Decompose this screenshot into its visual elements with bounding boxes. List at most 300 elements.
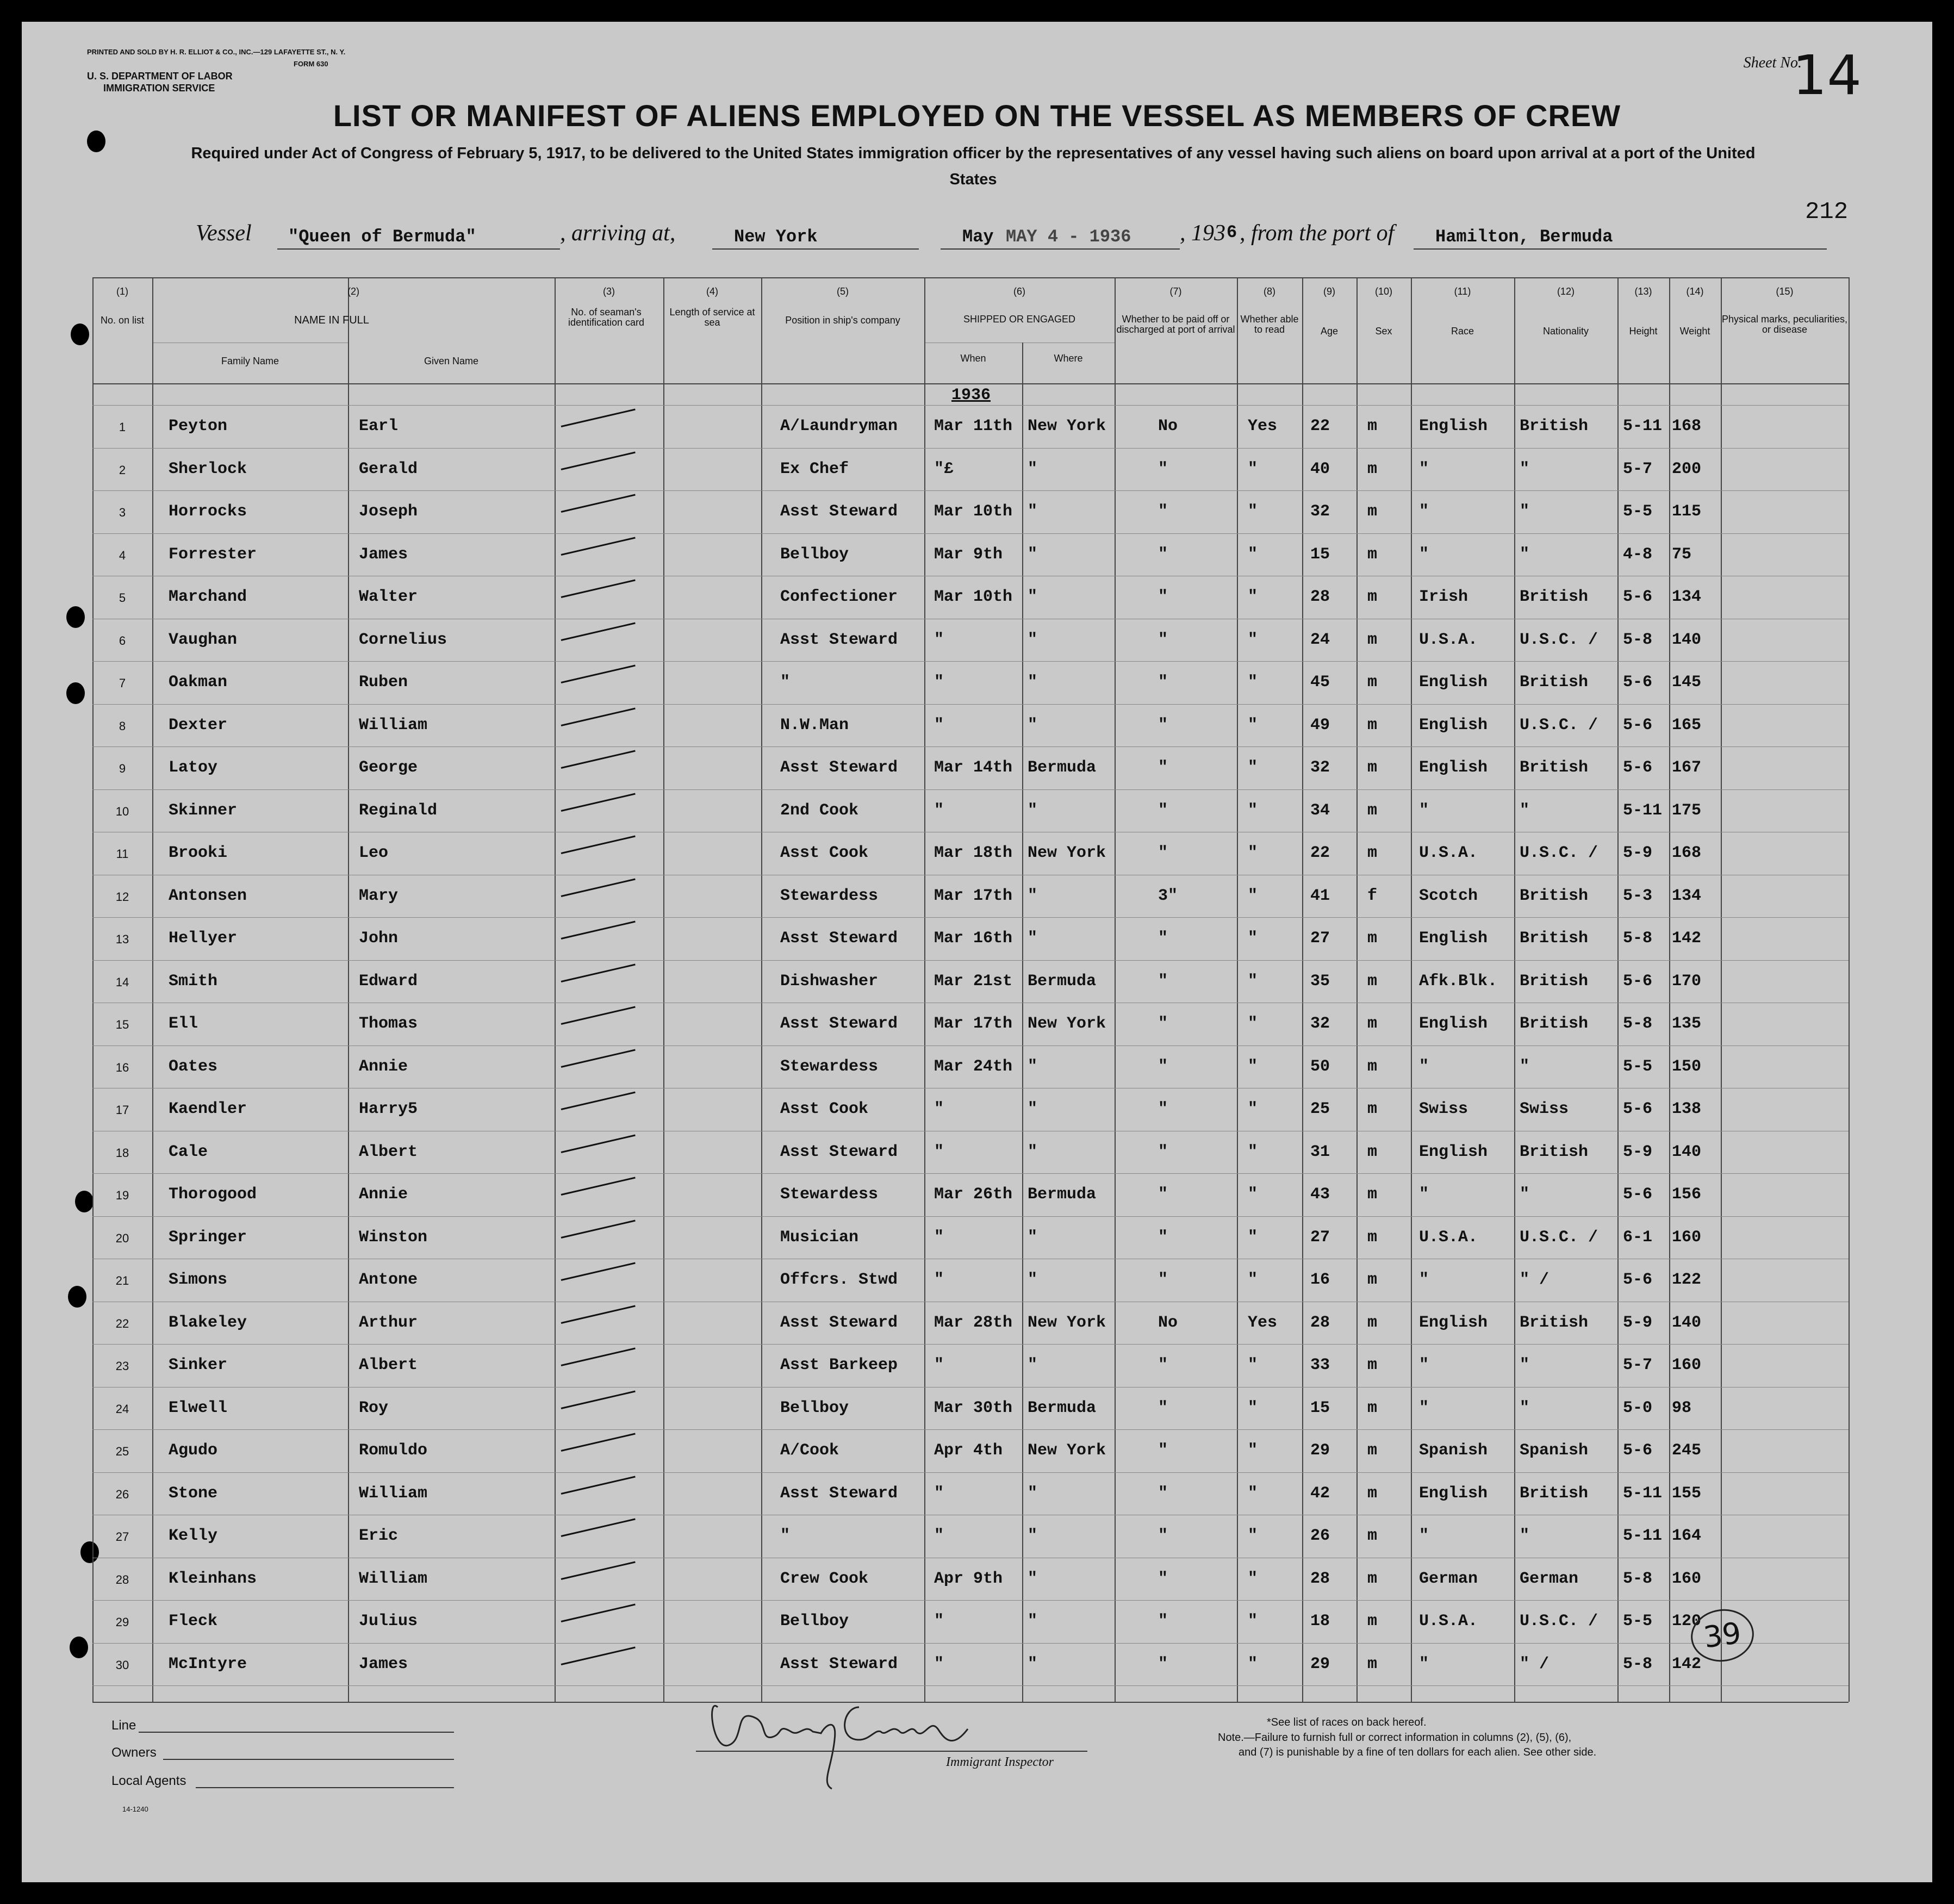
table-column-rule [1617,277,1619,1702]
nationality-cell: " [1520,1398,1530,1417]
paid-off-cell: " [1158,1356,1168,1374]
id-card-check-mark [561,665,636,683]
paid-off-cell: " [1158,1527,1168,1545]
id-card-check-mark [561,1262,636,1281]
family-name-cell: Dexter [169,715,228,735]
weight-cell: 200 [1672,459,1702,478]
position-cell: Asst Steward [780,1484,898,1503]
row-number: 26 [115,1487,129,1501]
weight-cell: 150 [1672,1057,1702,1076]
family-name-cell: Forrester [169,545,257,564]
vessel-label: Vessel [196,221,252,246]
id-card-check-mark [561,1476,636,1494]
date-stamp: MAY 4 - 1936 [1006,227,1131,247]
family-name-cell: Vaughan [169,630,238,649]
row-number: 9 [119,762,126,775]
weight-cell: 142 [1672,1654,1702,1673]
family-name-cell: Blakeley [169,1313,247,1332]
weight-cell: 167 [1672,758,1702,777]
position-cell: Asst Cook [780,1100,869,1118]
row-number: 13 [115,932,129,946]
given-name-cell: Julius [359,1612,418,1631]
nationality-cell: " [1520,1527,1530,1545]
id-card-check-mark [561,750,636,769]
given-name-cell: Romuldo [359,1441,428,1460]
weight-cell: 115 [1672,502,1702,521]
given-name-cell: Roy [359,1398,389,1417]
row-number: 15 [115,1018,129,1031]
height-cell: 5-6 [1623,1100,1653,1118]
row-number: 23 [115,1359,129,1373]
engaged-where-cell: " [1028,588,1038,606]
id-card-check-mark [561,793,636,811]
sex-cell: m [1367,502,1378,521]
age-cell: 25 [1310,1100,1330,1118]
arriving-port: New York [734,227,818,247]
race-cell: " [1419,1356,1429,1374]
engaged-where-cell: Bermuda [1028,758,1097,777]
height-cell: 5-8 [1623,929,1653,948]
binder-hole [75,1191,94,1212]
column-number: (15) [1776,286,1794,297]
nationality-cell: British [1520,1015,1589,1033]
engaged-when-cell: Mar 28th [934,1313,1013,1332]
engaged-where-cell: " [1028,1356,1038,1374]
row-number: 18 [115,1146,129,1160]
column-number: (9) [1323,286,1335,297]
header-no-on-list: No. on list [100,315,145,326]
able-to-read-cell: " [1248,1100,1258,1118]
weight-cell: 168 [1672,844,1702,862]
age-cell: 22 [1310,844,1330,862]
engaged-where-cell: New York [1028,1015,1106,1033]
height-cell: 5-5 [1623,502,1653,521]
height-cell: 5-9 [1623,844,1653,862]
column-number: (1) [116,286,128,297]
weight-cell: 122 [1672,1271,1702,1289]
header-where: Where [1054,353,1083,364]
paid-off-cell: " [1158,1398,1168,1417]
id-card-check-mark [561,963,636,982]
position-cell: N.W.Man [780,715,849,735]
able-to-read-cell: " [1248,1271,1258,1289]
position-cell: Dishwasher [780,972,879,991]
position-cell: A/Laundryman [780,417,898,435]
column-number: (13) [1634,286,1652,297]
engaged-where-cell: Bermuda [1028,1398,1097,1417]
engaged-when-cell: " [934,1228,944,1247]
table-column-rule [1721,277,1722,1702]
id-card-check-mark [561,1305,636,1323]
height-cell: 5-6 [1623,972,1653,991]
able-to-read-cell: " [1248,1441,1258,1460]
able-to-read-cell: " [1248,630,1258,649]
weight-cell: 164 [1672,1527,1702,1545]
height-cell: 5-5 [1623,1057,1653,1076]
weight-cell: 165 [1672,715,1702,735]
able-to-read-cell: " [1248,459,1258,478]
row-rule [92,448,1849,449]
nationality-cell: British [1520,588,1589,606]
id-card-check-mark [561,1348,636,1366]
given-name-cell: Thomas [359,1015,418,1033]
family-name-cell: Simons [169,1271,228,1289]
row-number: 16 [115,1060,129,1074]
sex-cell: m [1367,929,1378,948]
header-id-card: No. of seaman's identification card [568,307,645,328]
engaged-where-cell: " [1028,459,1038,478]
paid-off-cell: " [1158,1484,1168,1503]
height-cell: 5-11 [1623,801,1663,820]
given-name-cell: Cornelius [359,630,447,649]
id-card-check-mark [561,1561,636,1579]
engaged-where-cell: New York [1028,417,1106,435]
able-to-read-cell: " [1248,1654,1258,1673]
height-cell: 5-6 [1623,673,1653,692]
table-column-rule [348,277,349,1702]
id-card-check-mark [561,1646,636,1665]
engaged-when-cell: Mar 14th [934,758,1013,777]
year-label: , 193 [1180,221,1225,246]
nationality-cell: U.S.C. / [1520,1612,1598,1631]
sex-cell: m [1367,630,1378,649]
row-rule [92,1173,1849,1174]
position-cell: 2nd Cook [780,801,859,820]
sheet-number-label: Sheet No. [1743,54,1802,71]
engaged-when-cell: Mar 21st [934,972,1013,991]
engaged-where-cell: " [1028,801,1038,820]
paid-off-cell: No [1158,417,1178,435]
row-number: 20 [115,1231,129,1245]
row-number: 19 [115,1189,129,1202]
row-number: 27 [115,1530,129,1544]
family-name-cell: Kelly [169,1527,218,1545]
manifest-sheet [22,22,1932,1882]
able-to-read-cell: " [1248,1228,1258,1247]
given-name-cell: Eric [359,1527,399,1545]
header-shipped-or-engaged: SHIPPED OR ENGAGED [963,314,1076,325]
row-rule [92,1643,1849,1644]
row-number: 3 [119,506,126,519]
inspector-signature [696,1685,1000,1794]
binder-hole [70,1637,88,1658]
height-cell: 5-6 [1623,1441,1653,1460]
position-cell: Stewardess [780,1185,879,1204]
family-name-cell: Kaendler [169,1100,247,1118]
height-cell: 5-8 [1623,1569,1653,1588]
family-name-cell: Agudo [169,1441,218,1460]
age-cell: 31 [1310,1142,1330,1161]
row-number: 7 [119,676,126,690]
engaged-when-cell: " [934,1654,944,1673]
sex-cell: m [1367,417,1378,435]
engaged-where-cell: " [1028,502,1038,521]
able-to-read-cell: " [1248,715,1258,735]
given-name-cell: William [359,1484,428,1503]
id-card-check-mark [561,1519,636,1537]
inspector-label: Immigrant Inspector [946,1755,1054,1769]
paid-off-cell: " [1158,1612,1168,1631]
table-column-rule [1302,277,1303,1702]
height-cell: 5-5 [1623,1612,1653,1631]
able-to-read-cell: " [1248,1057,1258,1076]
able-to-read-cell: " [1248,844,1258,862]
age-cell: 28 [1310,588,1330,606]
height-cell: 5-3 [1623,886,1653,905]
paid-off-cell: " [1158,715,1168,735]
id-card-check-mark [561,537,636,555]
engaged-where-cell: " [1028,1612,1038,1631]
nationality-cell: British [1520,972,1589,991]
paid-off-cell: " [1158,1441,1168,1460]
height-cell: 5-8 [1623,630,1653,649]
able-to-read-cell: " [1248,1142,1258,1161]
column-number: (7) [1169,286,1182,297]
engaged-where-cell: " [1028,1057,1038,1076]
position-cell: Asst Steward [780,1015,898,1033]
height-cell: 5-6 [1623,1271,1653,1289]
engaged-where-cell: " [1028,1527,1038,1545]
age-cell: 24 [1310,630,1330,649]
binder-hole [66,606,85,628]
paid-off-cell: 3" [1158,886,1178,905]
race-cell: English [1419,929,1488,948]
able-to-read-cell: " [1248,502,1258,521]
nationality-cell: " [1520,545,1530,564]
engaged-when-cell: Mar 24th [934,1057,1013,1076]
position-cell: Asst Steward [780,758,898,777]
engaged-when-cell: Mar 17th [934,886,1013,905]
engaged-when-cell: Mar 26th [934,1185,1013,1204]
weight-cell: 120 [1672,1612,1702,1631]
able-to-read-cell: " [1248,1484,1258,1503]
paid-off-cell: " [1158,1142,1168,1161]
age-cell: 49 [1310,715,1330,735]
paid-off-cell: " [1158,459,1168,478]
paid-off-cell: No [1158,1313,1178,1332]
able-to-read-cell: " [1248,972,1258,991]
family-name-cell: Hellyer [169,929,238,948]
weight-cell: 168 [1672,417,1702,435]
row-rule [92,917,1849,918]
header-race: Race [1451,326,1474,337]
sex-cell: m [1367,588,1378,606]
engaged-when-cell: Mar 17th [934,1015,1013,1033]
nationality-cell: " [1520,459,1530,478]
departure-port: Hamilton, Bermuda [1435,227,1613,247]
given-name-cell: John [359,929,399,948]
id-card-check-mark [561,921,636,939]
height-cell: 5-8 [1623,1015,1653,1033]
position-cell: Bellboy [780,1398,849,1417]
nationality-cell: British [1520,417,1589,435]
sex-cell: m [1367,1356,1378,1374]
local-agents-label: Local Agents [111,1774,186,1788]
age-cell: 27 [1310,929,1330,948]
engaged-when-cell: Mar 18th [934,844,1013,862]
age-cell: 29 [1310,1654,1330,1673]
race-cell: Spanish [1419,1441,1488,1460]
vessel-line [169,220,1897,253]
row-rule [92,661,1849,662]
sex-cell: m [1367,1015,1378,1033]
family-name-cell: Springer [169,1228,247,1247]
sex-cell: m [1367,459,1378,478]
header-nationality: Nationality [1542,326,1589,337]
able-to-read-cell: " [1248,1527,1258,1545]
race-cell: " [1419,801,1429,820]
height-cell: 5-6 [1623,588,1653,606]
row-rule [92,405,1849,406]
sex-cell: m [1367,972,1378,991]
weight-cell: 98 [1672,1398,1692,1417]
page-number: 212 [1805,198,1849,226]
signature-image [696,1685,1000,1794]
position-cell: " [780,673,791,692]
header-position: Position in ship's company [785,315,900,326]
sex-cell: m [1367,545,1378,564]
paid-off-cell: " [1158,972,1168,991]
able-to-read-cell: " [1248,1356,1258,1374]
age-cell: 27 [1310,1228,1330,1247]
height-cell: 5-11 [1623,1484,1663,1503]
given-name-cell: Mary [359,886,399,905]
age-cell: 45 [1310,673,1330,692]
weight-cell: 140 [1672,1142,1702,1161]
id-card-check-mark [561,1219,636,1238]
row-rule [92,490,1849,491]
id-card-check-mark [561,451,636,470]
engaged-when-cell: Mar 9th [934,545,1003,564]
age-cell: 16 [1310,1271,1330,1289]
engaged-when-cell: " [934,1100,944,1118]
weight-cell: 140 [1672,630,1702,649]
sex-cell: f [1367,886,1378,905]
circled-count: 39 [1688,1605,1757,1665]
family-name-cell: Marchand [169,588,247,606]
row-rule [92,704,1849,705]
engaged-when-cell: Mar 11th [934,417,1013,435]
id-card-check-mark [561,1092,636,1110]
row-number: 4 [119,548,126,562]
paid-off-cell: " [1158,1271,1168,1289]
header-name-in-full: NAME IN FULL [294,314,369,326]
race-cell: " [1419,1654,1429,1673]
row-number: 21 [115,1274,129,1287]
header-when: When [960,353,986,364]
engaged-when-cell: " [934,1356,944,1374]
able-to-read-cell: " [1248,588,1258,606]
position-cell: Bellboy [780,545,849,564]
engaged-when-cell: Apr 9th [934,1569,1003,1588]
race-cell: " [1419,459,1429,478]
engaged-when-cell: Apr 4th [934,1441,1003,1460]
weight-cell: 138 [1672,1100,1702,1118]
race-cell: " [1419,1057,1429,1076]
race-cell: Scotch [1419,886,1478,905]
column-number: (2) [347,286,359,297]
row-number: 29 [115,1615,129,1629]
engaged-when-cell: " [934,1271,944,1289]
family-name-cell: Smith [169,972,218,991]
height-cell: 6-1 [1623,1228,1653,1247]
nationality-cell: British [1520,929,1589,948]
paid-off-cell: " [1158,588,1168,606]
weight-cell: 75 [1672,545,1692,564]
race-cell: English [1419,1142,1488,1161]
row-rule [92,960,1849,961]
weight-cell: 160 [1672,1569,1702,1588]
id-card-check-mark [561,878,636,897]
given-name-cell: James [359,545,408,564]
id-card-check-mark [561,1134,636,1153]
penalty-note-1: Note.—Failure to furnish full or correct information in columns (2), (5), (6), [1218,1732,1572,1744]
height-cell: 5-6 [1623,715,1653,735]
nationality-cell: U.S.C. / [1520,844,1598,862]
engaged-where-cell: " [1028,1654,1038,1673]
position-cell: Musician [780,1228,859,1247]
age-cell: 15 [1310,545,1330,564]
paid-off-cell: " [1158,630,1168,649]
given-name-cell: Annie [359,1057,408,1076]
header-age: Age [1320,326,1339,337]
row-number: 5 [119,591,126,605]
nationality-cell: U.S.C. / [1520,630,1598,649]
position-cell: Ex Chef [780,459,849,478]
height-cell: 5-11 [1623,1527,1663,1545]
sex-cell: m [1367,1313,1378,1332]
column-number: (4) [706,286,718,297]
row-rule [92,789,1849,790]
weight-cell: 134 [1672,886,1702,905]
sex-cell: m [1367,1441,1378,1460]
weight-cell: 140 [1672,1313,1702,1332]
age-cell: 50 [1310,1057,1330,1076]
from-port-label: , from the port of [1240,221,1395,246]
family-name-cell: Thorogood [169,1185,257,1204]
engaged-where-cell: " [1028,1484,1038,1503]
header-height: Height [1629,326,1658,337]
row-rule [92,1472,1849,1473]
given-name-cell: Edward [359,972,418,991]
race-cell: Irish [1419,588,1468,606]
able-to-read-cell: " [1248,1398,1258,1417]
penalty-note-2: and (7) is punishable by a fine of ten dollars for each alien. See other side. [1239,1746,1597,1758]
table-column-rule [761,277,762,1702]
engaged-when-cell: " [934,630,944,649]
engaged-where-cell: " [1028,715,1038,735]
sex-cell: m [1367,1057,1378,1076]
column-number: (6) [1013,286,1025,297]
table-column-rule [663,277,664,1702]
binder-hole [66,682,85,704]
arriving-label: , arriving at, [560,221,676,246]
header-length-of-service: Length of service at sea [669,307,755,328]
position-cell: Offcrs. Stwd [780,1271,898,1289]
sheet-number: 14 [1792,43,1862,107]
engaged-where-cell: " [1028,1228,1038,1247]
engaged-where-cell: " [1028,1142,1038,1161]
nationality-cell: " / [1520,1271,1549,1289]
race-cell: " [1419,545,1429,564]
row-number: 8 [119,719,126,733]
able-to-read-cell: " [1248,1185,1258,1204]
engaged-where-cell: Bermuda [1028,1185,1097,1204]
height-cell: 5-9 [1623,1313,1653,1332]
position-cell: A/Cook [780,1441,839,1460]
age-cell: 22 [1310,417,1330,435]
engaged-when-cell: " [934,1612,944,1631]
